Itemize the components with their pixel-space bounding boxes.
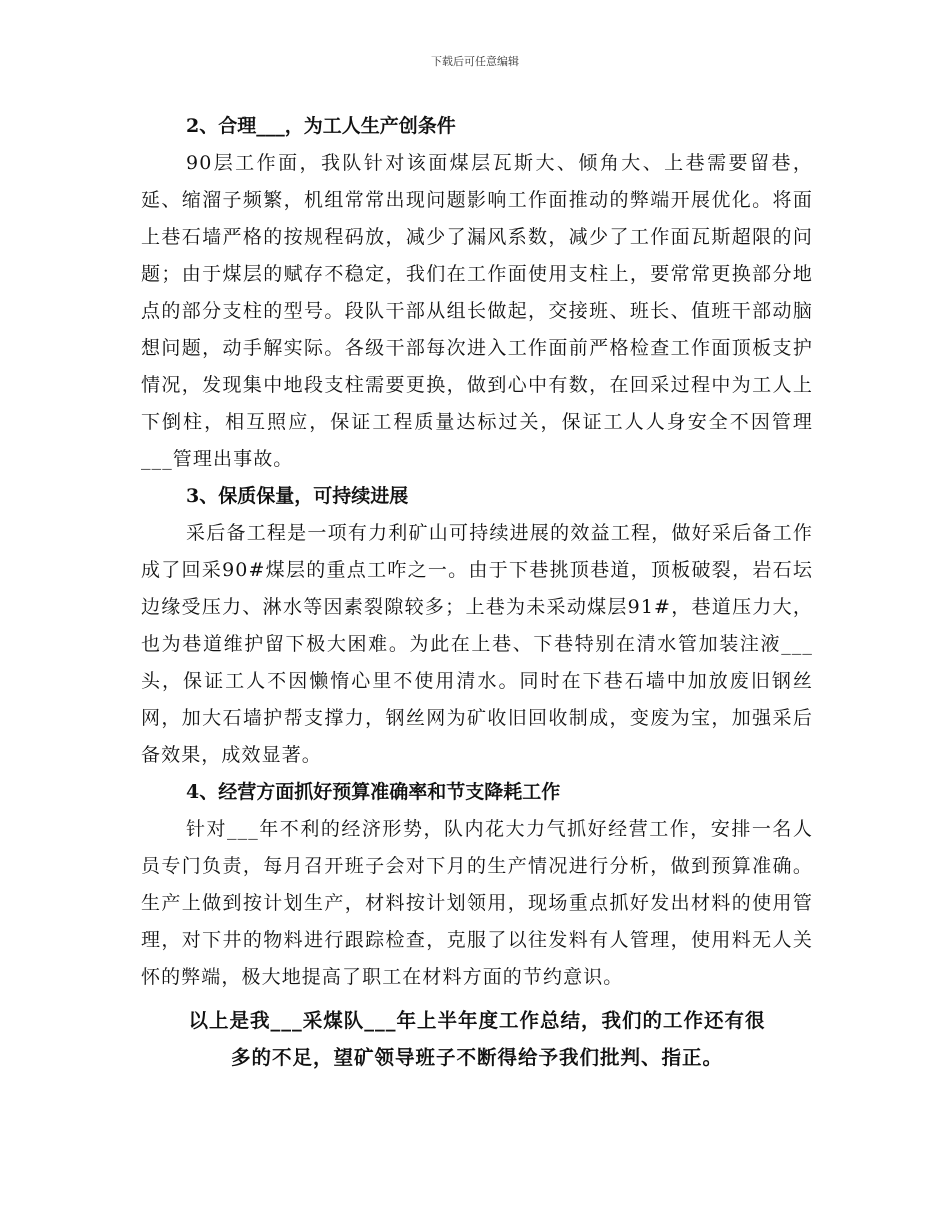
closing-line-1: 以上是我___采煤队___年上半年度工作总结，我们的工作还有很 (188, 1009, 766, 1032)
section-paragraph-2: 90层工作面，我队针对该面煤层瓦斯大、倾角大、上巷需要留巷，延、缩溜子频繁，机组常常出现问题影响工作面推动的弊端开展优化。将面上巷石墙严格的按规程码放，减少了漏风系数，减少了工作面瓦斯超限的问题；由于煤层的赋存不稳定，我们在工作面使用支柱上，要常常更换部分地点的部分支柱的型号。段队干部从组长做起，交接班、班长、值班干部动脑想问题，动手解实际。各级干部每次进入工作面前严格检查工作面顶板支护情况，发现集中地段支柱需要更换，做到心中有数，在回采过程中为工人上下倒柱，相互照应，保证工程质量达标过关，保证工人人身安全不因管理___管理出事故。 (141, 152, 813, 470)
section-heading-4: 4、经营方面抓好预算准确率和节支降耗工作 (186, 781, 561, 803)
document-body (141, 108, 813, 1076)
closing-line-2: 多的不足，望矿领导班子不断得给予我们批判、指正。 (230, 1046, 723, 1069)
section-paragraph-3: 采后备工程是一项有力利矿山可持续进展的效益工程，做好采后备工作成了回采90#煤层的重点工咋之一。由于下巷挑顶巷道，顶板破裂，岩石坛边缘受压力、淋水等因素裂隙较多；上巷为未采动煤层91#，巷道压力大，也为巷道维护留下极大困难。为此在上巷、下巷特别在清水管加装注液___头，保证工人不因懒惰心里不使用清水。同时在下巷石墙中加放废旧钢丝网，加大石墙护帮支撑力，钢丝网为矿收旧回收制成，变废为宝，加强采后备效果，成效显著。 (141, 522, 813, 766)
section-paragraph-4: 针对___年不利的经济形势，队内花大力气抓好经营工作，安排一名人员专门负责，每月召开班子会对下月的生产情况进行分析，做到预算准确。生产上做到按计划生产，材料按计划领用，现场重点抓好发出材料的使用管理，对下井的物料进行跟踪检查，克服了以往发料有人管理，使用料无人关怀的弊端，极大地提高了职工在材料方面的节约意识。 (141, 818, 813, 988)
section-heading-2: 2、合理___，为工人生产创条件 (186, 115, 456, 137)
closing-statement (141, 1002, 813, 1076)
section-heading-3: 3、保质保量，可持续进展 (186, 485, 409, 507)
page-header-note: 下载后可任意编辑 (431, 55, 519, 68)
